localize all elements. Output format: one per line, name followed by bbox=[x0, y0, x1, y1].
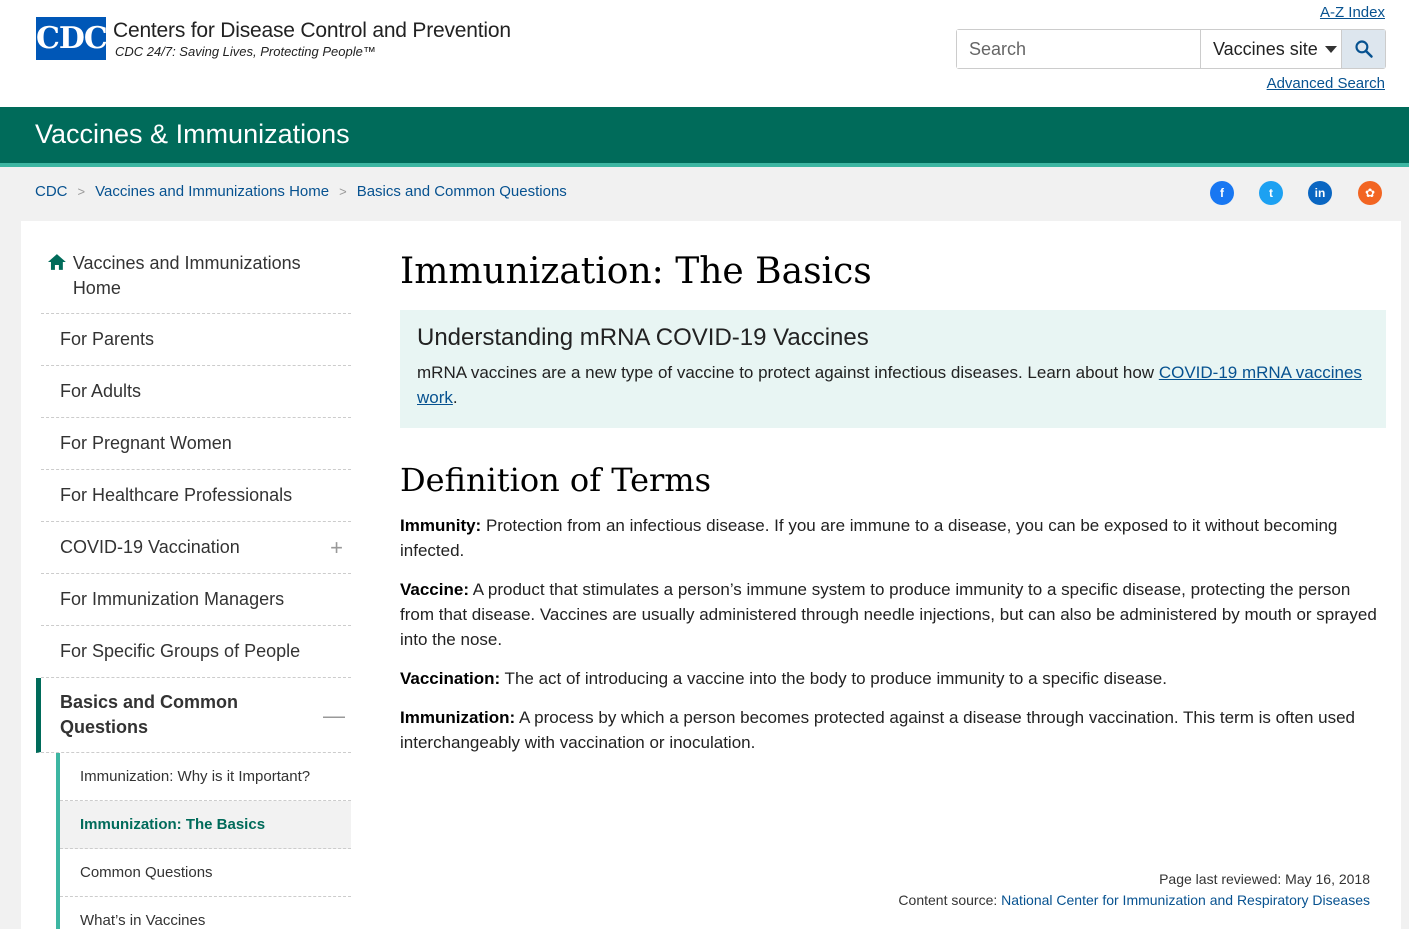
nav-item-pregnant-women[interactable] bbox=[41, 418, 351, 470]
cdc-logo[interactable]: CDC bbox=[36, 17, 106, 60]
nav-item-label: COVID-19 Vaccination bbox=[60, 537, 240, 557]
site-header bbox=[0, 0, 1409, 107]
nav-active-label: Basics and Common Questions bbox=[60, 692, 239, 737]
org-tagline: CDC 24/7: Saving Lives, Protecting People™ bbox=[115, 44, 376, 59]
content-source bbox=[898, 890, 1370, 911]
az-index-link[interactable]: A-Z Index bbox=[1319, 4, 1385, 21]
collapse-minus-icon[interactable]: — bbox=[323, 702, 345, 728]
nav-sub-item-whats-in-vaccines[interactable]: What’s in Vaccines bbox=[60, 897, 351, 929]
last-reviewed: Page last reviewed: May 16, 2018 bbox=[1159, 871, 1370, 887]
nav-home-link[interactable] bbox=[41, 247, 351, 314]
home-icon bbox=[47, 253, 67, 271]
nav-item-covid19[interactable] bbox=[41, 522, 351, 574]
nav-item-healthcare-professionals[interactable] bbox=[41, 470, 351, 522]
callout-title: Understanding mRNA COVID-19 Vaccines bbox=[417, 324, 869, 351]
definition-immunization bbox=[400, 705, 1386, 755]
nav-item-label: For Parents bbox=[60, 329, 155, 349]
section-title: Definition of Terms bbox=[400, 461, 712, 499]
search-scope-select[interactable] bbox=[1200, 30, 1341, 68]
breadcrumb-basics[interactable]: Basics and Common Questions bbox=[356, 183, 567, 200]
breadcrumb-vaccines-home[interactable]: Vaccines and Immunizations Home bbox=[95, 183, 330, 200]
content-source-link[interactable]: National Center for Immunization and Respiratory Diseases bbox=[1001, 892, 1370, 908]
breadcrumb-separator: > bbox=[77, 184, 86, 199]
nav-item-adults[interactable] bbox=[41, 366, 351, 418]
nav-item-label: For Immunization Managers bbox=[60, 589, 285, 609]
callout-period: . bbox=[452, 388, 458, 407]
nav-item-specific-groups[interactable] bbox=[41, 626, 351, 678]
advanced-search-link[interactable]: Advanced Search bbox=[1266, 75, 1385, 92]
page-meta bbox=[898, 869, 1370, 911]
search-icon bbox=[1354, 39, 1374, 59]
content-source-label: Content source: bbox=[898, 892, 1002, 908]
linkedin-icon[interactable]: in bbox=[1308, 181, 1332, 205]
nav-item-immunization-managers[interactable] bbox=[41, 574, 351, 626]
nav-item-basics-active[interactable] bbox=[36, 678, 351, 753]
nav-home-label: Vaccines and Immunizations Home bbox=[72, 253, 301, 298]
left-nav bbox=[41, 247, 351, 929]
nav-item-label: For Adults bbox=[60, 381, 142, 401]
page-title: Immunization: The Basics bbox=[400, 251, 872, 292]
nav-sub-item-the-basics[interactable]: Immunization: The Basics bbox=[60, 801, 351, 849]
search-scope-label: Vaccines site bbox=[1213, 38, 1318, 59]
breadcrumb bbox=[35, 183, 567, 200]
breadcrumb-cdc[interactable]: CDC bbox=[35, 183, 68, 200]
caret-down-icon bbox=[1325, 46, 1337, 53]
callout-text bbox=[417, 360, 1370, 410]
definition-vaccination bbox=[400, 666, 1386, 691]
nav-item-label: For Healthcare Professionals bbox=[60, 485, 293, 505]
main-content bbox=[400, 251, 1386, 908]
search-button[interactable] bbox=[1341, 30, 1385, 68]
mrna-vaccines-link[interactable]: COVID-19 mRNA vaccines work bbox=[417, 363, 1362, 407]
definition-text: A product that stimulates a person’s immune system to produce immunity to a specific disease, protecting the person from that disease. Vaccines are usually administered through needle injections, but can also be administered by mouth or sprayed into the nose. bbox=[400, 580, 1377, 649]
site-title[interactable]: Vaccines & Immunizations bbox=[35, 119, 350, 149]
callout-body: mRNA vaccines are a new type of vaccine to protect against infectious diseases. Learn about how bbox=[417, 363, 1159, 382]
expand-plus-icon[interactable]: + bbox=[330, 534, 343, 560]
definition-term: Vaccine: bbox=[400, 580, 469, 599]
definition-text: Protection from an infectious disease. If you are immune to a disease, you can be exposed to it without becoming infected. bbox=[400, 516, 1338, 560]
definition-text: A process by which a person becomes protected against a disease through vaccination. This term is often used interchangeably with vaccination or inoculation. bbox=[400, 708, 1355, 752]
definition-term: Vaccination: bbox=[400, 669, 501, 688]
nav-sub-item-common-questions[interactable]: Common Questions bbox=[60, 849, 351, 897]
search-input[interactable] bbox=[957, 30, 1200, 68]
nav-sub-list bbox=[56, 753, 351, 929]
nav-item-label: For Specific Groups of People bbox=[60, 641, 301, 661]
nav-sub-item-why-important[interactable]: Immunization: Why is it Important? bbox=[60, 753, 351, 801]
content-card bbox=[21, 221, 1401, 929]
definition-vaccine bbox=[400, 577, 1386, 652]
mrna-callout bbox=[400, 310, 1386, 428]
definition-term: Immunity: bbox=[400, 516, 482, 535]
org-name[interactable]: Centers for Disease Control and Prevention bbox=[113, 19, 511, 42]
search-bar bbox=[956, 29, 1386, 69]
nav-item-label: For Pregnant Women bbox=[60, 433, 232, 453]
facebook-icon[interactable]: f bbox=[1210, 181, 1234, 205]
twitter-icon[interactable]: t bbox=[1259, 181, 1283, 205]
nav-item-parents[interactable] bbox=[41, 314, 351, 366]
definition-text: The act of introducing a vaccine into the body to produce immunity to a specific disease. bbox=[500, 669, 1167, 688]
definition-immunity bbox=[400, 513, 1386, 563]
site-title-bar bbox=[0, 107, 1409, 167]
definition-term: Immunization: bbox=[400, 708, 516, 727]
syndicate-icon[interactable]: ✿ bbox=[1358, 181, 1382, 205]
breadcrumb-separator: > bbox=[339, 184, 347, 199]
